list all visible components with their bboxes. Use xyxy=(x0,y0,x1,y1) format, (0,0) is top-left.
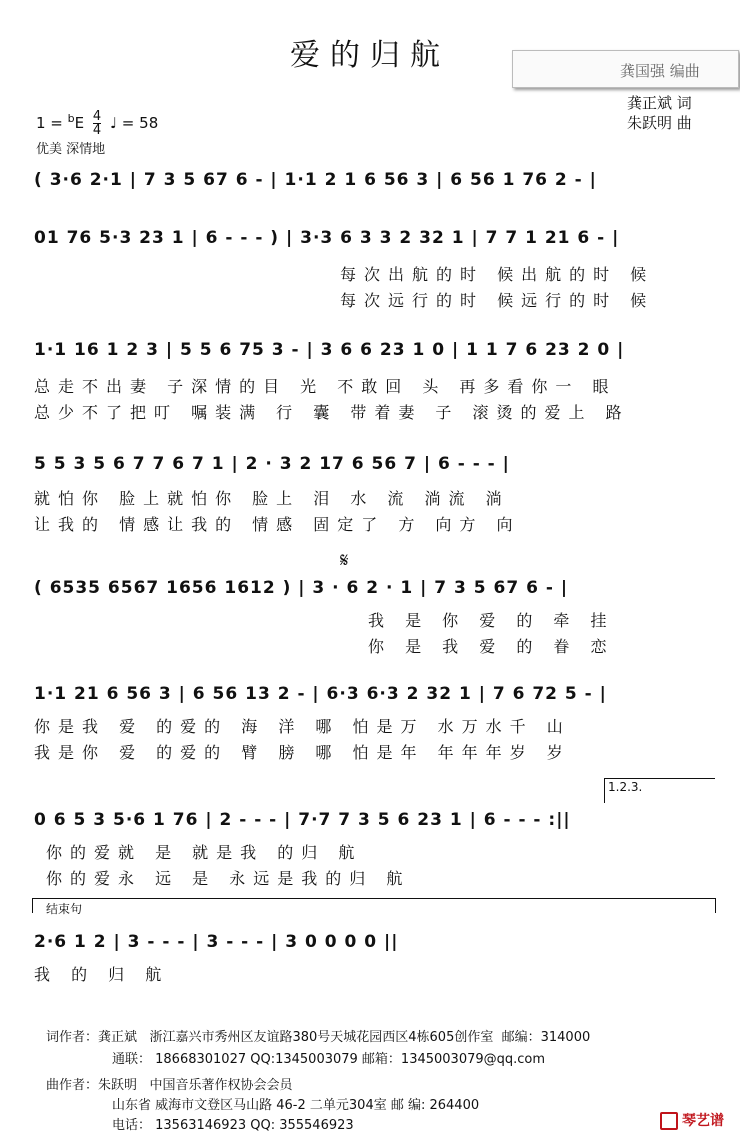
time-bottom: 4 xyxy=(92,123,102,138)
lyric-row-4-verse-2: 让我的 情感让我的 情感 固定了 方 向方 向 xyxy=(34,515,521,534)
lyricist-zip: 邮编：314000 xyxy=(501,1030,591,1045)
notes: 01 76 5·3 23 1 | 6 - - - ) | 3·3 6 3 3 2 32 1 | 7 7 1 21 6 - | xyxy=(34,228,620,248)
segno-sign: 𝄋 xyxy=(340,548,349,572)
time-signature xyxy=(93,110,101,137)
lyric-row-2-verse-1: 每次出航的时 候出航的时 候 xyxy=(340,265,655,284)
notes: 5 5 3 5 6 7 7 6 7 1 | 2 · 3 2 17 6 56 7 | 6 - - - | xyxy=(34,454,510,474)
site-logo xyxy=(660,1110,724,1130)
lyric-row-5-verse-2: 你 是 我 爱 的 眷 恋 xyxy=(368,637,615,656)
notes: ( 6535 6567 1656 1612 ) | 3 · 6 2 · 1 | 7 3 5 67 6 - | xyxy=(34,578,569,598)
logo-text: 琴艺谱 xyxy=(682,1113,724,1129)
lyricist-name: 龚正斌 xyxy=(98,1030,138,1045)
footer-lyricist-line xyxy=(46,1026,590,1045)
notes: 1·1 16 1 2 3 | 5 5 6 75 3 - | 3 6 6 23 1 0 | 1 1 7 6 23 2 0 | xyxy=(34,340,625,360)
lyricist-label: 词作者： xyxy=(46,1030,99,1045)
lyric-row-6-verse-2: 我是你 爱 的爱的 臂 膀 哪 怕是年 年年年岁 岁 xyxy=(34,743,571,762)
key-flat: b xyxy=(67,112,75,125)
notes: ( 3·6 2·1 | 7 3 5 67 6 - | 1·1 2 1 6 56 3 | 6 56 1 76 2 - | xyxy=(34,170,597,190)
lyric-row-6-verse-1: 你是我 爱 的爱的 海 洋 哪 怕是万 水万水千 山 xyxy=(34,717,571,736)
lyric-row-5-verse-1: 我 是 你 爱 的 牵 挂 xyxy=(368,611,615,630)
lyric-row-3-verse-1: 总走不出妻 子深情的目 光 不敢回 头 再多看你一 眼 xyxy=(34,377,617,396)
composer-label: 曲作者： xyxy=(46,1078,99,1093)
lyric-row-2-verse-2: 每次远行的时 候远行的时 候 xyxy=(340,291,655,310)
notes: 2·6 1 2 | 3 - - - | 3 - - - | 3 0 0 0 0 || xyxy=(34,932,399,952)
notes: 1·1 21 6 56 3 | 6 56 13 2 - | 6·3 6·3 2 32 1 | 7 6 72 5 - | xyxy=(34,684,607,704)
key-signature xyxy=(36,110,158,137)
footer-composer-address: 山东省 威海市文登区马山路 46-2 二单元304室 邮 编: 264400 xyxy=(112,1098,480,1113)
footer-composer-line xyxy=(46,1074,292,1093)
lyricist-credit: 龚正斌 词 xyxy=(627,94,692,112)
tempo: ♩ = 58 xyxy=(109,114,159,132)
ending-label: 结束句 xyxy=(46,902,83,916)
lyric-row-3-verse-2: 总少不了把叮 嘱装满 行 囊 带着妻 子 滚烫的爱上 路 xyxy=(34,403,630,422)
arranger: 龚国强 编曲 xyxy=(620,62,700,80)
footer-lyricist-contact: 通联： 18668301027 QQ:1345003079 邮箱：1345003079@qq.com xyxy=(112,1052,546,1067)
lyric-row-7-verse-2: 你的爱永 远 是 永远是我的归 航 xyxy=(46,869,411,888)
notes: 0 6 5 3 5·6 1 76 | 2 - - - | 7·7 7 3 5 6 23 1 | 6 - - - :|| xyxy=(34,810,571,830)
composer-org: 中国音乐著作权协会会员 xyxy=(149,1078,293,1093)
lyric-row-8: 我 的 归 航 xyxy=(34,965,170,984)
composer-name: 朱跃明 xyxy=(98,1078,138,1093)
ending-bracket xyxy=(32,898,716,913)
logo-icon xyxy=(660,1112,678,1130)
lyric-row-7-verse-1: 你的爱就 是 就是我 的归 航 xyxy=(46,843,363,862)
score-title: 爱的归航 xyxy=(290,38,450,73)
time-top: 4 xyxy=(92,109,102,124)
volta-label: 1.2.3. xyxy=(608,780,643,794)
footer-composer-tel: 电话： 13563146923 QQ: 355546923 xyxy=(112,1118,354,1133)
composer-credit: 朱跃明 曲 xyxy=(627,114,692,132)
lyric-row-4-verse-1: 就怕你 脸上就怕你 脸上 泪 水 流 淌流 淌 xyxy=(34,489,510,508)
key-prefix: 1 = xyxy=(36,114,68,132)
expression-mark: 优美 深情地 xyxy=(36,142,106,157)
lyricist-address: 浙江嘉兴市秀州区友谊路380号天城花园西区4栋605创作室 xyxy=(149,1030,494,1045)
key-note: E xyxy=(74,114,85,132)
